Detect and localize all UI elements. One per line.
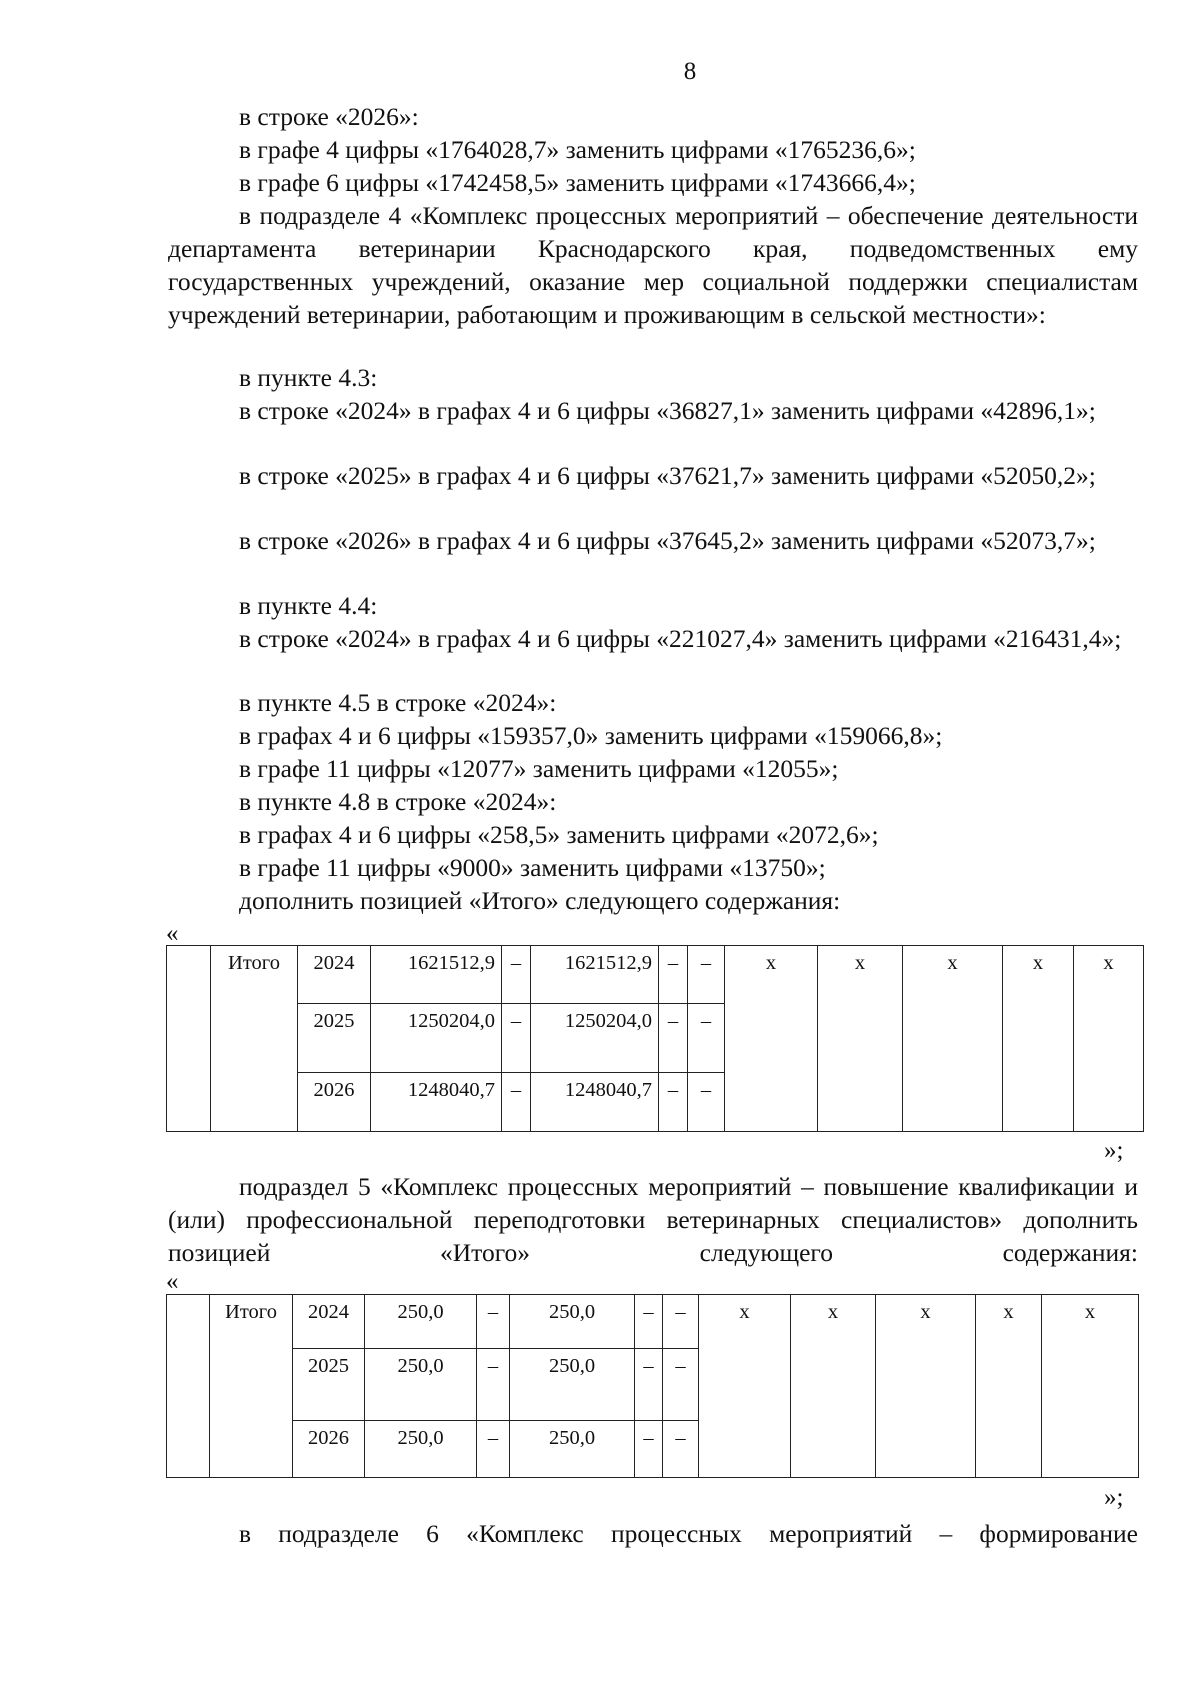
x-mark-cell: х: [818, 946, 903, 1132]
total-cell: 1250204,0: [371, 1004, 502, 1073]
empty-cell: [167, 946, 211, 1132]
x-mark-cell: х: [791, 1295, 876, 1478]
total-cell: 250,0: [365, 1349, 477, 1421]
column-7-cell: –: [659, 1004, 688, 1073]
x-mark-cell: х: [1074, 946, 1144, 1132]
paragraph: в графах 4 и 6 цифры «159357,0» заменить цифрами «159066,8»;: [239, 721, 943, 750]
column-8-cell: –: [663, 1295, 699, 1349]
federal-cell: –: [502, 1004, 531, 1073]
federal-cell: –: [477, 1349, 510, 1421]
paragraph: в пункте 4.8 в строке «2024»:: [239, 787, 557, 816]
column-7-cell: –: [659, 1073, 688, 1132]
column-8-cell: –: [688, 946, 725, 1004]
regional-cell: 1621512,9: [531, 946, 659, 1004]
totals-table-2: [166, 1294, 1139, 1478]
paragraph: в пункте 4.4:: [239, 591, 378, 620]
totals-table-1: [166, 945, 1144, 1132]
paragraph: в графе 4 цифры «1764028,7» заменить цифрами «1765236,6»;: [239, 135, 916, 164]
regional-cell: 250,0: [510, 1349, 635, 1421]
column-8-cell: –: [663, 1421, 699, 1478]
year-cell: 2024: [293, 1295, 365, 1349]
x-mark-cell: х: [976, 1295, 1042, 1478]
column-7-cell: –: [635, 1421, 663, 1478]
total-cell: 250,0: [365, 1295, 477, 1349]
column-8-cell: –: [688, 1073, 725, 1132]
year-cell: 2024: [298, 946, 371, 1004]
paragraph: в подразделе 4 «Комплекс процессных мероприятий – обеспечение деятельности департамента ветеринарии Краснодарского края, подведомственных ему государственных учреждений, оказание мер социальной поддержки специалистам учреждений ветеринарии, работающим и проживающим в сельской местности»:: [168, 201, 1138, 329]
paragraph: в подразделе 6 «Комплекс процессных мероприятий – формирование: [239, 1519, 1138, 1548]
column-8-cell: –: [688, 1004, 725, 1073]
paragraph: в пункте 4.5 в строке «2024»:: [239, 688, 557, 717]
x-mark-cell: х: [699, 1295, 791, 1478]
paragraph: в графах 4 и 6 цифры «258,5» заменить цифрами «2072,6»;: [239, 820, 879, 849]
close-quote: »;: [1104, 1484, 1124, 1511]
paragraph: в строке «2026»:: [239, 102, 419, 131]
open-quote: «: [166, 920, 179, 947]
paragraph: в строке «2025» в графах 4 и 6 цифры «37621,7» заменить цифрами «52050,2»;: [239, 461, 1096, 490]
paragraph: подраздел 5 «Комплекс процессных мероприятий – повышение квалификации и (или) профессиональной переподготовки ветеринарных специалистов» дополнить позицией «Итого» следующего содержания:: [168, 1172, 1138, 1267]
empty-cell: [167, 1295, 210, 1478]
paragraph: в графе 11 цифры «9000» заменить цифрами «13750»;: [239, 853, 826, 882]
x-mark-cell: х: [1003, 946, 1074, 1132]
x-mark-cell: х: [876, 1295, 976, 1478]
total-cell: 1621512,9: [371, 946, 502, 1004]
x-mark-cell: х: [903, 946, 1003, 1132]
year-cell: 2025: [293, 1349, 365, 1421]
open-quote: «: [166, 1268, 179, 1295]
federal-cell: –: [477, 1421, 510, 1478]
year-cell: 2026: [298, 1073, 371, 1132]
federal-cell: –: [477, 1295, 510, 1349]
federal-cell: –: [502, 946, 531, 1004]
column-7-cell: –: [635, 1349, 663, 1421]
paragraph: в пункте 4.3:: [239, 363, 378, 392]
paragraph: в графе 6 цифры «1742458,5» заменить цифрами «1743666,4»;: [239, 168, 916, 197]
total-cell: 250,0: [365, 1421, 477, 1478]
year-cell: 2025: [298, 1004, 371, 1073]
federal-cell: –: [502, 1073, 531, 1132]
paragraph: в строке «2026» в графах 4 и 6 цифры «37645,2» заменить цифрами «52073,7»;: [239, 526, 1096, 555]
row-label: Итого: [211, 946, 298, 1132]
regional-cell: 1248040,7: [531, 1073, 659, 1132]
column-7-cell: –: [635, 1295, 663, 1349]
close-quote: »;: [1104, 1137, 1124, 1164]
x-mark-cell: х: [725, 946, 818, 1132]
regional-cell: 250,0: [510, 1295, 635, 1349]
column-8-cell: –: [663, 1349, 699, 1421]
paragraph: в строке «2024» в графах 4 и 6 цифры «221027,4» заменить цифрами «216431,4»;: [239, 624, 1122, 653]
paragraph: в строке «2024» в графах 4 и 6 цифры «36827,1» заменить цифрами «42896,1»;: [239, 396, 1096, 425]
paragraph: в графе 11 цифры «12077» заменить цифрами «12055»;: [239, 754, 839, 783]
x-mark-cell: х: [1042, 1295, 1139, 1478]
regional-cell: 1250204,0: [531, 1004, 659, 1073]
year-cell: 2026: [293, 1421, 365, 1478]
page-number: 8: [683, 58, 697, 85]
row-label: Итого: [210, 1295, 293, 1478]
column-7-cell: –: [659, 946, 688, 1004]
total-cell: 1248040,7: [371, 1073, 502, 1132]
regional-cell: 250,0: [510, 1421, 635, 1478]
paragraph: дополнить позицией «Итого» следующего содержания:: [239, 886, 841, 915]
